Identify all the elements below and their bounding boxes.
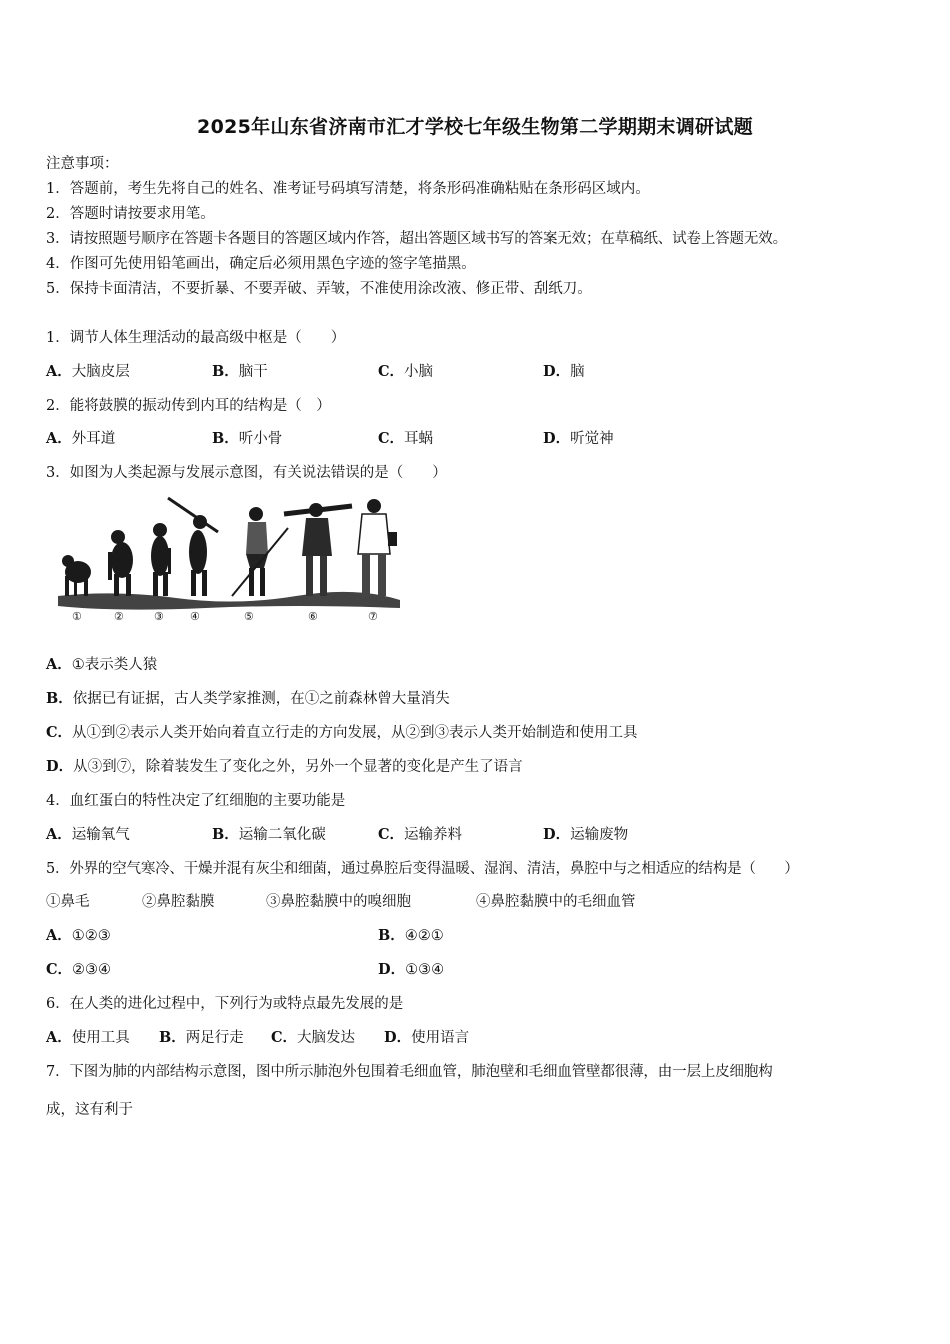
question-7-stem: 7．下图为肺的内部结构示意图，图中所示肺泡外包围着毛细血管，肺泡壁和毛细血管壁都很薄，由一层上皮细胞构 (46, 1064, 773, 1080)
figure-5-silhouette (232, 507, 288, 596)
option-letter: A． (46, 927, 72, 944)
option-text: 大脑发达 (297, 1030, 356, 1046)
option-text: 运输养料 (404, 827, 463, 843)
option-text: 运输二氧化碳 (238, 827, 326, 843)
option-text: 依据已有证据，古人类学家推测，在①之前森林曾大量消失 (72, 691, 450, 707)
option-letter: C． (378, 430, 405, 447)
question-5-option-d[interactable] (378, 958, 444, 979)
question-3-option-c[interactable] (46, 721, 638, 742)
notice-item: 3．请按照题号顺序在答题卡各题目的答题区域内作答，超出答题区域书写的答案无效；在草稿纸、试卷上答题无效。 (46, 231, 787, 247)
option-letter: D． (543, 826, 571, 843)
figure-label-1: ① (72, 610, 82, 623)
figure-6-silhouette (284, 503, 352, 596)
option-letter: C． (46, 724, 73, 741)
figure-7-silhouette (358, 499, 397, 596)
option-text: 从③到⑦，除着装发生了变化之外，另外一个显著的变化是产生了语言 (73, 759, 523, 775)
option-text: ④②① (404, 928, 444, 944)
question-4-option-a[interactable] (46, 823, 130, 844)
option-letter: C． (271, 1029, 298, 1046)
question-1-option-b[interactable] (212, 360, 268, 381)
option-text: ①②③ (71, 928, 111, 944)
question-5-option-a[interactable] (46, 924, 111, 945)
option-text: ①表示类人猿 (71, 657, 158, 673)
option-text: 听小骨 (238, 431, 283, 447)
question-5-item: ①鼻毛 (46, 894, 90, 910)
question-2-option-a[interactable] (46, 427, 115, 448)
option-letter: A． (46, 363, 72, 380)
option-text: 使用工具 (71, 1030, 130, 1046)
figure-label-7: ⑦ (368, 610, 378, 623)
question-6-option-b[interactable] (159, 1026, 244, 1047)
figure-1-silhouette (62, 555, 91, 596)
option-text: 从①到②表示人类开始向着直立行走的方向发展，从②到③表示人类开始制造和使用工具 (72, 725, 638, 741)
figure-label-5: ⑤ (244, 610, 254, 623)
question-4-option-d[interactable] (543, 823, 628, 844)
figure-labels (56, 610, 400, 628)
notice-item: 4．作图可先使用铅笔画出，确定后必须用黑色字迹的签字笔描黑。 (46, 256, 476, 272)
figure-4-silhouette (168, 498, 218, 596)
question-2-stem: 2．能将鼓膜的振动传到内耳的结构是（ ） (46, 398, 331, 414)
option-letter: D． (543, 363, 571, 380)
question-6-option-d[interactable] (384, 1026, 469, 1047)
question-2-option-d[interactable] (543, 427, 614, 448)
option-letter: D． (378, 961, 406, 978)
human-evolution-illustration (56, 492, 400, 628)
option-letter: C． (378, 363, 405, 380)
human-evolution-figure (56, 492, 400, 628)
question-3-option-a[interactable] (46, 653, 157, 674)
question-5-item: ③鼻腔黏膜中的嗅细胞 (266, 894, 411, 910)
question-1-option-a[interactable] (46, 360, 130, 381)
option-text: 小脑 (404, 364, 434, 380)
question-5-stem: 5．外界的空气寒冷、干燥并混有灰尘和细菌，通过鼻腔后变得温暖、湿润、清洁，鼻腔中与之相适应的结构是（ ） (46, 861, 799, 877)
option-letter: A． (46, 430, 72, 447)
option-letter: B． (212, 430, 239, 447)
option-text: 运输废物 (570, 827, 629, 843)
option-letter: B． (212, 826, 239, 843)
figure-3-silhouette (151, 523, 171, 596)
figure-2-silhouette (108, 530, 133, 596)
question-5-item: ④鼻腔黏膜中的毛细血管 (476, 894, 636, 910)
question-4-option-c[interactable] (378, 823, 462, 844)
option-letter: C． (46, 961, 73, 978)
question-6-stem: 6．在人类的进化过程中，下列行为或特点最先发展的是 (46, 996, 404, 1012)
question-4-option-b[interactable] (212, 823, 326, 844)
question-1-option-d[interactable] (543, 360, 585, 381)
notice-item: 5．保持卡面清洁，不要折暴、不要弄破、弄皱，不准使用涂改液、修正带、刮纸刀。 (46, 281, 592, 297)
question-5-option-b[interactable] (378, 924, 444, 945)
option-letter: A． (46, 826, 72, 843)
option-letter: D． (46, 758, 74, 775)
question-2-option-c[interactable] (378, 427, 433, 448)
option-text: 脑 (570, 364, 585, 380)
question-4-stem: 4．血红蛋白的特性决定了红细胞的主要功能是 (46, 793, 346, 809)
notice-item: 1．答题前，考生先将自己的姓名、准考证号码填写清楚，将条形码准确粘贴在条形码区域内。 (46, 181, 650, 197)
question-1-stem: 1．调节人体生理活动的最高级中枢是（ ） (46, 330, 346, 346)
figure-label-3: ③ (154, 610, 164, 623)
option-text: ①③④ (405, 962, 445, 978)
option-letter: B． (46, 690, 73, 707)
figure-label-4: ④ (190, 610, 200, 623)
option-letter: A． (46, 1029, 72, 1046)
question-2-option-b[interactable] (212, 427, 282, 448)
question-1-option-c[interactable] (378, 360, 433, 381)
notice-item: 2．答题时请按要求用笔。 (46, 206, 215, 222)
question-6-option-a[interactable] (46, 1026, 130, 1047)
question-7-stem-continued: 成，这有利于 (46, 1102, 133, 1118)
option-letter: B． (378, 927, 405, 944)
page-title: 2025年山东省济南市汇才学校七年级生物第二学期期末调研试题 (197, 116, 753, 138)
figure-label-2: ② (114, 610, 124, 623)
figure-label-6: ⑥ (308, 610, 318, 623)
question-5-option-c[interactable] (46, 958, 111, 979)
notice-heading: 注意事项： (46, 156, 119, 172)
option-text: 耳蜗 (404, 431, 434, 447)
option-text: 使用语言 (411, 1030, 470, 1046)
option-letter: D． (384, 1029, 412, 1046)
option-letter: C． (378, 826, 405, 843)
option-text: 大脑皮层 (71, 364, 130, 380)
option-letter: B． (212, 363, 239, 380)
option-text: 运输氧气 (71, 827, 130, 843)
option-letter: A． (46, 656, 72, 673)
option-text: ②③④ (72, 962, 112, 978)
option-text: 两足行走 (185, 1030, 244, 1046)
option-text: 脑干 (238, 364, 268, 380)
question-3-option-b[interactable] (46, 687, 450, 708)
question-3-option-d[interactable] (46, 755, 523, 776)
option-text: 听觉神 (570, 431, 614, 447)
option-letter: B． (159, 1029, 186, 1046)
question-3-stem: 3．如图为人类起源与发展示意图，有关说法错误的是（ ） (46, 465, 447, 481)
option-text: 外耳道 (71, 431, 116, 447)
option-letter: D． (543, 430, 571, 447)
question-5-item: ②鼻腔黏膜 (142, 894, 215, 910)
question-6-option-c[interactable] (271, 1026, 355, 1047)
